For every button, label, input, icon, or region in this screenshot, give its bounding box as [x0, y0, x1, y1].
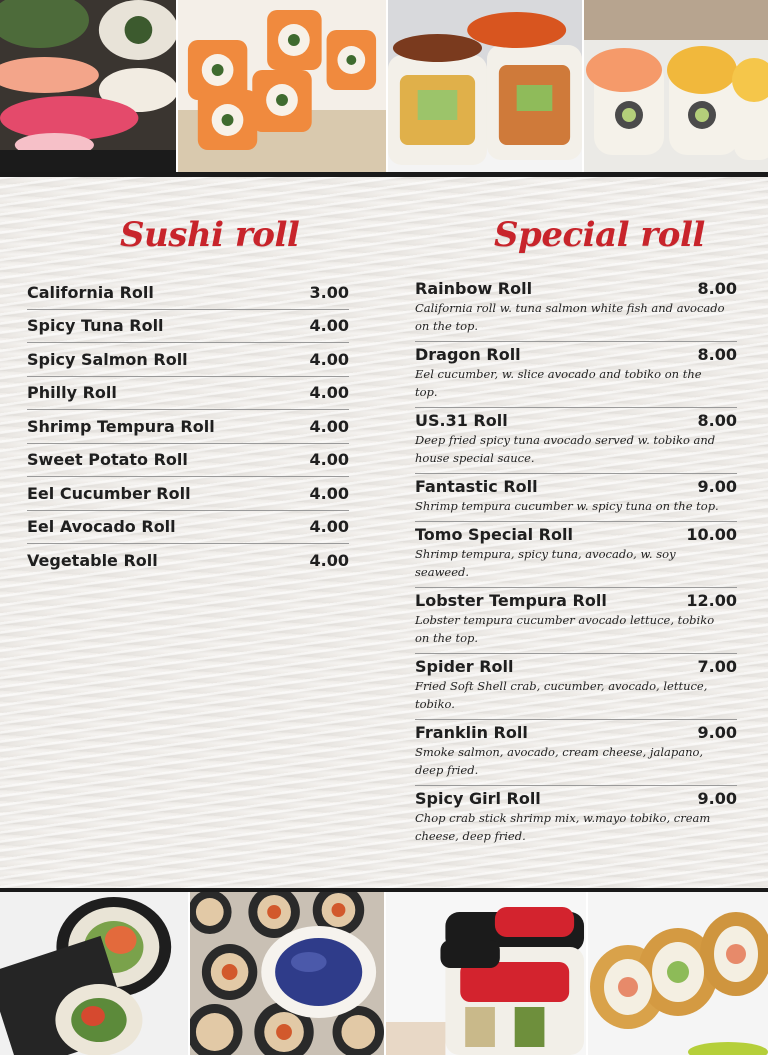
item-name: Tomo Special Roll: [415, 525, 573, 544]
menu-item: [27, 444, 349, 478]
item-name: Franklin Roll: [415, 723, 528, 742]
salmon-mango-roll-photo: [584, 0, 768, 172]
item-description: Shrimp tempura, spicy tuna, avocado, w. soy seaweed.: [415, 547, 676, 579]
burrito-roll-photo: [0, 892, 190, 1055]
tempura-roll-photo: [588, 892, 768, 1055]
menu-item: [27, 410, 349, 444]
item-description: Chop crab stick shrimp mix, w.mayo tobiko, cream cheese, deep fried.: [415, 811, 711, 843]
menu-item: [415, 654, 737, 720]
item-name: Spicy Girl Roll: [415, 789, 541, 808]
item-description: California roll w. tuna salmon white fish and avocado on the top.: [415, 301, 725, 333]
item-name: Rainbow Roll: [415, 279, 533, 298]
item-name: Sweet Potato Roll: [27, 450, 188, 470]
item-price: 9.00: [697, 477, 737, 496]
menu-item: [27, 343, 349, 377]
item-price: 4.00: [309, 450, 349, 470]
item-price: 4.00: [309, 551, 349, 571]
sushi-roll-list: [27, 276, 349, 578]
item-price: 4.00: [309, 483, 349, 503]
menu-item: [27, 276, 349, 310]
item-price: 9.00: [697, 723, 737, 742]
item-price: 4.00: [309, 349, 349, 369]
menu-item: [27, 310, 349, 344]
item-name: Spicy Tuna Roll: [27, 316, 164, 336]
item-name: Shrimp Tempura Roll: [27, 416, 215, 436]
nigiri-platter-photo: [0, 0, 178, 172]
item-name: Vegetable Roll: [27, 551, 158, 571]
item-name: Dragon Roll: [415, 345, 521, 364]
item-price: 4.00: [309, 383, 349, 403]
item-name: Philly Roll: [27, 383, 117, 403]
item-price: 4.00: [309, 316, 349, 336]
menu-item: [415, 474, 737, 522]
item-price: 3.00: [309, 282, 349, 302]
item-description: Eel cucumber, w. slice avocado and tobiko on the top.: [415, 367, 702, 399]
futomaki-soy-sauce-photo: [190, 892, 386, 1055]
item-price: 12.00: [686, 591, 737, 610]
crunchy-roll-photo: [388, 0, 584, 172]
menu-item: [415, 408, 737, 474]
menu-item: [27, 544, 349, 578]
item-name: Eel Avocado Roll: [27, 517, 176, 537]
item-description: Shrimp tempura cucumber w. spicy tuna on the top.: [415, 499, 719, 513]
item-price: 10.00: [686, 525, 737, 544]
menu-item: [27, 477, 349, 511]
item-price: 7.00: [697, 657, 737, 676]
item-price: 9.00: [697, 789, 737, 808]
item-price: 4.00: [309, 416, 349, 436]
special-roll-list: [415, 276, 737, 851]
menu-item: [415, 720, 737, 786]
menu-item: [415, 522, 737, 588]
item-name: US.31 Roll: [415, 411, 508, 430]
sushi-roll-heading: Sushi roll: [120, 215, 300, 255]
item-description: Lobster tempura cucumber avocado lettuce, tobiko on the top.: [415, 613, 715, 645]
tobiko-roll-photo: [178, 0, 388, 172]
menu-item: [27, 377, 349, 411]
menu-item: [415, 786, 737, 851]
item-name: Lobster Tempura Roll: [415, 591, 607, 610]
item-name: Spider Roll: [415, 657, 514, 676]
top-photo-strip: [0, 0, 768, 172]
menu-item: [415, 342, 737, 408]
item-description: Fried Soft Shell crab, cucumber, avocado, lettuce, tobiko.: [415, 679, 708, 711]
special-roll-heading: Special roll: [494, 215, 705, 255]
menu-item: [415, 276, 737, 342]
item-price: 8.00: [697, 411, 737, 430]
item-description: Smoke salmon, avocado, cream cheese, jalapano, deep fried.: [415, 745, 704, 777]
bottom-photo-strip: [0, 892, 768, 1055]
menu-item: [27, 511, 349, 545]
item-price: 8.00: [697, 345, 737, 364]
item-name: Fantastic Roll: [415, 477, 538, 496]
item-price: 8.00: [697, 279, 737, 298]
item-price: 4.00: [309, 517, 349, 537]
item-description: Deep fried spicy tuna avocado served w. tobiko and house special sauce.: [415, 433, 716, 465]
item-name: Spicy Salmon Roll: [27, 349, 188, 369]
item-name: Eel Cucumber Roll: [27, 483, 191, 503]
black-red-tobiko-photo: [386, 892, 588, 1055]
menu-item: [415, 588, 737, 654]
item-name: California Roll: [27, 282, 154, 302]
